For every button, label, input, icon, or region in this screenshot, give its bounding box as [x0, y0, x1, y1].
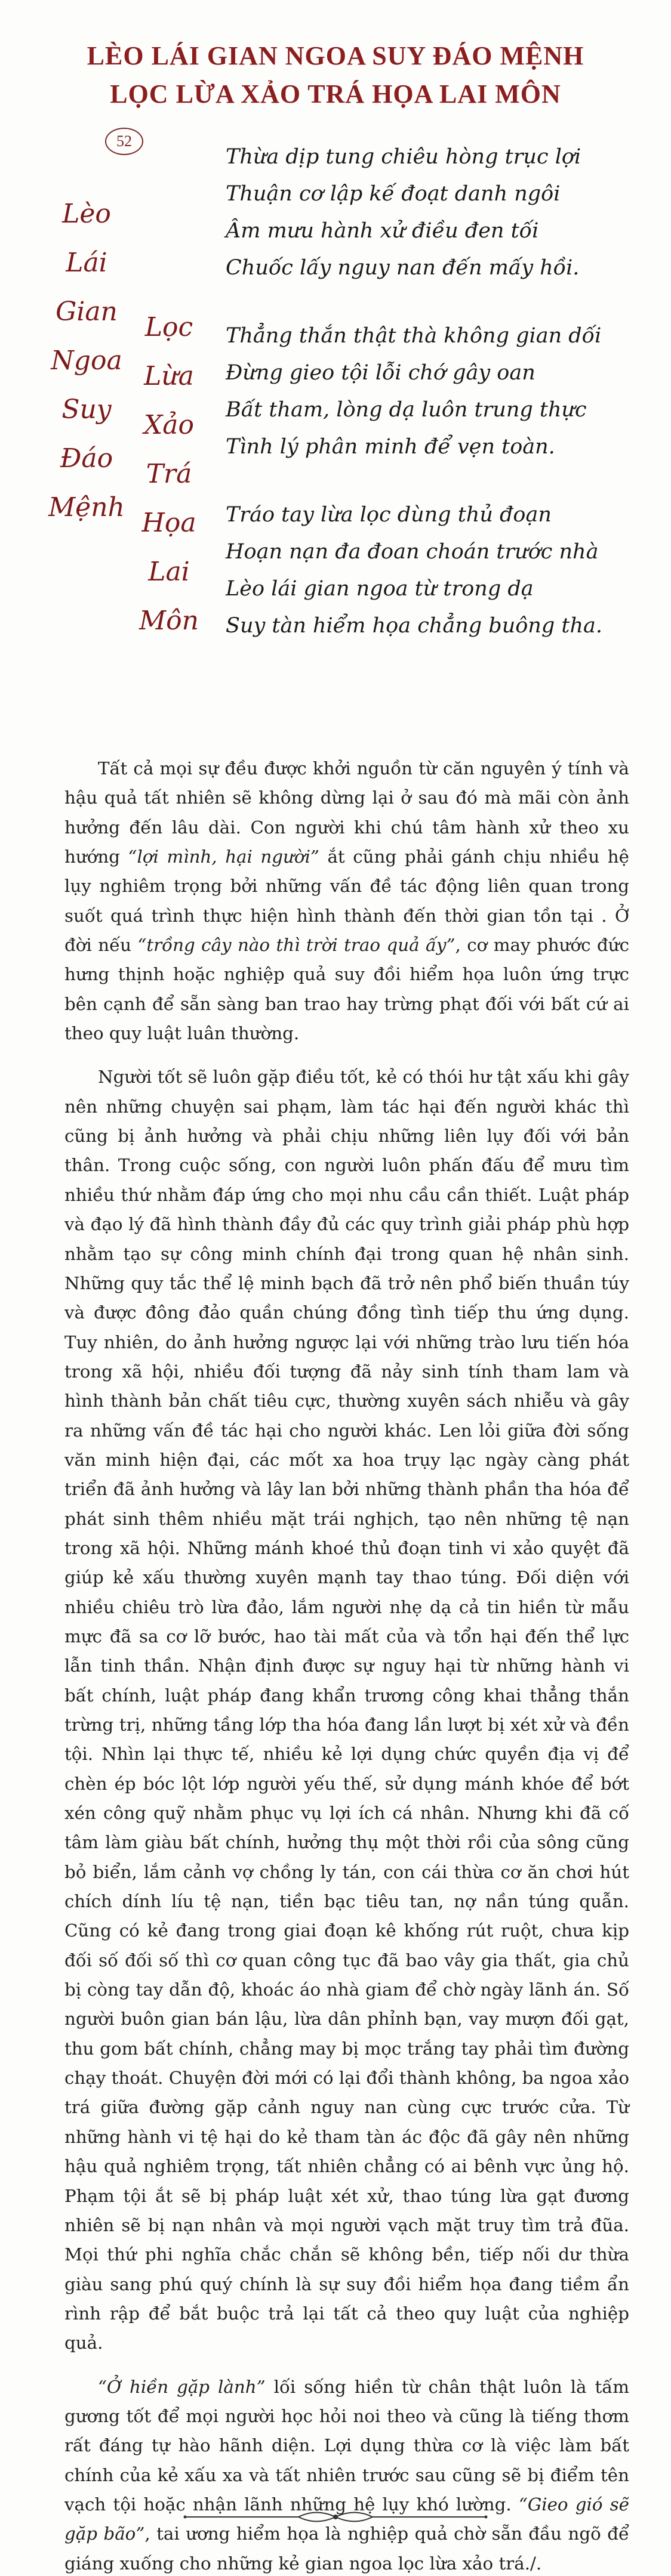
calligraphy-column-1	[48, 190, 125, 532]
poem-line: Tình lý phân minh để vẹn toàn.	[226, 435, 555, 459]
poem-line: Hoạn nạn đa đoan choán trước nhà	[226, 540, 599, 564]
quote: “lợi mình, hại người”	[128, 847, 319, 867]
poem-line: Tráo tay lừa lọc dùng thủ đoạn	[226, 503, 552, 527]
paragraph-3	[64, 2373, 629, 2576]
calligraphy-char: Ngoa	[51, 345, 122, 376]
poem-line: Thừa dịp tung chiêu hòng trục lợi	[226, 145, 581, 169]
page-number-badge: 52	[105, 128, 143, 155]
poem-stanza-1	[226, 138, 655, 286]
poem-line: Lèo lái gian ngoa từ trong dạ	[226, 577, 534, 601]
text-run: , tai ương hiểm họa là nghiệp quả chờ sẵn đầu ngõ để giáng xuống cho những kẻ gian ngoa lọc lừa xảo trá./.	[64, 2524, 630, 2574]
paragraph-2: Người tốt sẽ luôn gặp điều tốt, kẻ có thói hư tật xấu khi gây nên những chuyện sai phạm, làm tác hại đến người khác thì cũng bị ảnh hưởng và phải chịu những liên lụy đối với bản thân. Trong cuộc sống, con người luôn phấn đấu để mưu tìm nhiều thứ nhằm đáp ứng cho mọi nhu cầu cần thiết. Luật pháp và đạo lý đã hình thành đầy đủ các quy trình giải pháp phù hợp nhằm tạo sự công minh chính đại trong quan hệ nhân sinh. Những quy tắc thể lệ minh bạch đã trở nên phổ biến thuần túy và được đông đảo quần chúng đồng tình tiếp thu ứng dụng. Tuy nhiên, do ảnh hưởng ngược lại với những trào lưu tiến hóa trong xã hội, nhiều đối tượng đã nảy sinh tính tham lam và hình thành bản chất tiêu cực, thường xuyên sách nhiễu và gây ra những vấn đề tác hại cho người khác. Len lỏi giữa đời sống văn minh hiện đại, các mốt xa hoa trụy lạc ngày càng phát triển đã ảnh hưởng và lây lan bởi những thành phần tha hóa để phát sinh thêm nhiều mặt trái nghịch, tạo nên những tệ nạn trong xã hội. Những mánh khoé thủ đoạn tinh vi xảo quyệt đã giúp kẻ xấu thường xuyên mạnh tay thao túng. Đối diện với nhiều chiêu trò lừa đảo, lắm người nhẹ dạ cả tin hiền từ mẫu mực đã sa cơ lỡ bước, hao tài mất của và tổn hại đến thể lực lẫn tinh thần. Nhận định được sự nguy hại từ những hành vi bất chính, luật pháp đang khẩn trương công khai thẳng thắn trừng trị, những tầng lớp tha hóa đang lần lượt bị xét xử và đền tội. Nhìn lại thực tế, nhiều kẻ lợi dụng chức quyền địa vị để chèn ép bóc lột lớp người yếu thế, sử dụng mánh khóe để bớt xén công quỹ nhằm phục vụ lợi ích cá nhân. Nhưng khi đã cố tâm làm giàu bất chính, hưởng thụ một thời rồi của sông cũng bỏ biển, lắm cảnh vợ chồng ly tán, con cái thừa cơ ăn chơi hút chích dính líu tệ nạn, tiền bạc tiêu tan, nợ nần túng quẫn. Cũng có kẻ đang trong giai đoạn kê khống rút ruột, chưa kịp đối số đối số thì cơ quan công tục đã bao vây gia thất, gia chủ bị còng tay dẫn độ, khoác áo nhà giam để chờ ngày lãnh án. Số người buôn gian bán lậu, lừa dân phỉnh bạn, vay mượn đối gạt, thu gom bất chính, chẳng may bị mọc trắng tay phải tìm đường chạy thoát. Chuyện đời mới có lại đổi thành không, ba ngoa xảo trá giữa đường gặp cảnh nguy nan cùng cực trước cửa. Từ những hành vi tệ hại do kẻ tham tàn ác độc đã gây nên những hậu quả nghiêm trọng, tất nhiên chẳng có ai bênh vực ủng hộ. Phạm tội ắt sẽ bị pháp luật xét xử, thao túng lừa gạt đương nhiên sẽ bị nạn nhân và mọi người vạch mặt truy tìm trả đũa. Mọi thứ phi nghĩa chắc chắn sẽ không bền, tiếp nối dư thừa giàu sang phú quý chính là sự suy đồi hiểm họa đang tiềm ẩn rình rập để bắt buộc trả lại tất cả theo quy luật của nghiệp quả.	[64, 1067, 629, 2353]
calligraphy-char: Môn	[139, 606, 199, 636]
calligraphy-char: Suy	[61, 394, 112, 425]
text-run: lối sống hiền từ chân thật luôn là tấm gương tốt để mọi người học hỏi noi theo và cũng là tiếng thơm rất đáng tự hào hãnh diện. Lợi dụng thừa cơ là việc làm bất chính của kẻ xấu xa và tất nhiên trước sau cũng sẽ bị điểm tên vạch tội hoặc nhận lãnh những hệ lụy khó lường.	[64, 2376, 629, 2515]
poem-line: Bất tham, lòng dạ luôn trung thực	[226, 398, 587, 422]
calligraphy-char: Đáo	[60, 443, 113, 474]
poem-line: Âm mưu hành xử điều đen tối	[226, 219, 539, 243]
calligraphy-char: Mệnh	[48, 492, 125, 523]
calligraphy-char: Họa	[141, 508, 196, 538]
calligraphy-char: Trá	[146, 459, 192, 489]
calligraphy-char: Lai	[148, 557, 190, 587]
calligraphy-char: Lọc	[144, 312, 193, 342]
poem-line: Thẳng thắn thật thà không gian dối	[226, 324, 602, 348]
calligraphy-char: Lừa	[144, 361, 194, 391]
article-title	[0, 37, 671, 113]
paragraph-1	[64, 754, 629, 1048]
article-body	[64, 754, 629, 2576]
quote: “Ở hiền gặp lành”	[98, 2376, 266, 2397]
poem-line: Suy tàn hiểm họa chẳng buông tha.	[226, 614, 602, 638]
text-run: , cơ may phước đức hưng thịnh hoặc nghiệp quả suy đồi hiểm họa luôn ứng trực bên cạnh để sẵn sàng ban trao hay trừng phạt đối với bất cứ ai theo quy luật luân thường.	[64, 935, 630, 1044]
text-run: ắt cũng phải gánh chịu nhiều hệ lụy nghiêm trọng bởi những vấn đề tác động liên quan trong suốt quá trình thực hiện hình thành đến thời gian tồn tại . Ở đời nếu	[64, 847, 629, 956]
quote: “Gieo gió sẽ gặp bão”	[64, 2494, 629, 2544]
poem-line: Thuận cơ lập kế đoạt danh ngôi	[226, 182, 561, 206]
divider-flourish-icon	[179, 2508, 492, 2526]
poem	[226, 138, 655, 675]
calligraphy-char: Gian	[56, 296, 118, 327]
text-run: Tất cả mọi sự đều được khởi nguồn từ căn nguyên ý tính và hậu quả tất nhiên sẽ không dừng lại ở sau đó mà mãi còn ảnh hưởng đến lâu dài. Con người khi chú tâm hành xử theo xu hướng	[64, 758, 629, 867]
poem-stanza-3	[226, 496, 655, 644]
title-line-2: LỌC LỪA XẢO TRÁ HỌA LAI MÔN	[110, 79, 561, 109]
poem-stanza-2	[226, 317, 655, 465]
quote: “trồng cây nào thì trời trao quả ấy”	[137, 935, 455, 956]
poem-line: Đừng gieo tội lỗi chớ gây oan	[226, 361, 535, 385]
title-line-1: LÈO LÁI GIAN NGOA SUY ĐÁO MỆNH	[87, 41, 584, 70]
poem-line: Chuốc lấy nguy nan đến mấy hồi.	[226, 256, 580, 280]
calligraphy-column-2	[130, 303, 208, 645]
calligraphy-char: Lái	[66, 248, 107, 278]
calligraphy-char: Xảo	[143, 410, 195, 440]
calligraphy-char: Lèo	[62, 199, 111, 229]
